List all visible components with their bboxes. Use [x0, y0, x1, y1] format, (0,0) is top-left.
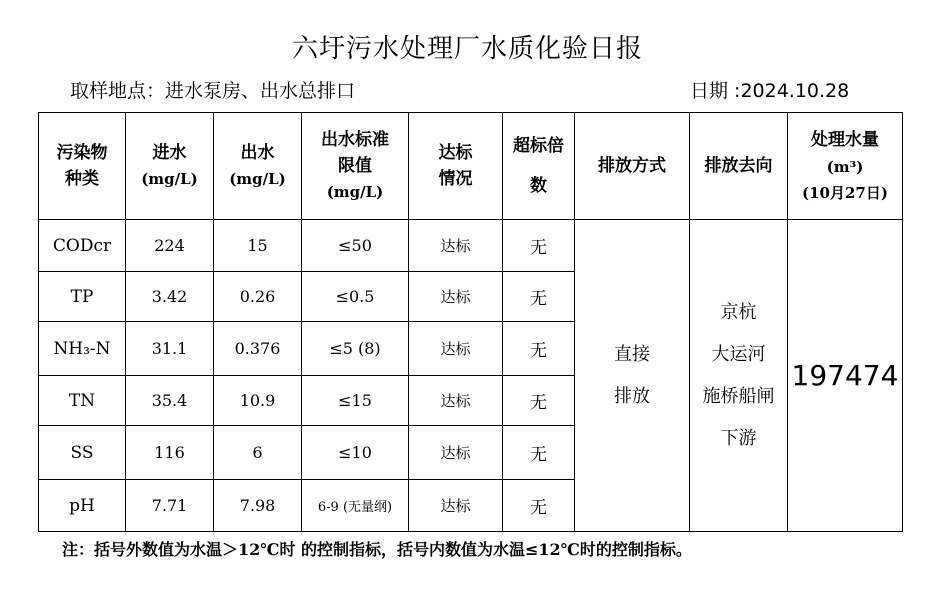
excess-multiple: 无	[503, 220, 575, 272]
compliance-status: 达标	[409, 272, 503, 322]
outflow-value: 0.376	[214, 322, 302, 376]
excess-multiple: 无	[503, 480, 575, 532]
pollutant-name: SS	[39, 426, 126, 480]
outflow-value: 15	[214, 220, 302, 272]
water-quality-table	[38, 112, 903, 532]
report-date: 日期 :2024.10.28	[690, 80, 850, 102]
header-discharge-destination: 排放去向	[690, 113, 788, 220]
outflow-value: 0.26	[214, 272, 302, 322]
compliance-status: 达标	[409, 376, 503, 426]
header-standard-limit: 出水标准 限值 (mg/L)	[302, 113, 409, 220]
header-excess-multiple: 超标倍 数	[503, 113, 575, 220]
inflow-value: 31.1	[126, 322, 214, 376]
inflow-value: 35.4	[126, 376, 214, 426]
standard-limit: 6-9 (无量纲)	[302, 480, 409, 532]
sampling-location: 取样地点：进水泵房、出水总排口	[70, 80, 356, 102]
standard-limit: ≤5 (8)	[302, 322, 409, 376]
standard-limit: ≤0.5	[302, 272, 409, 322]
excess-multiple: 无	[503, 376, 575, 426]
pollutant-name: CODcr	[39, 220, 126, 272]
standard-limit: ≤50	[302, 220, 409, 272]
inflow-value: 3.42	[126, 272, 214, 322]
inflow-value: 116	[126, 426, 214, 480]
discharge-method: 直接 排放	[575, 220, 690, 532]
inflow-value: 7.71	[126, 480, 214, 532]
pollutant-name: TN	[39, 376, 126, 426]
standard-limit: ≤15	[302, 376, 409, 426]
excess-multiple: 无	[503, 426, 575, 480]
pollutant-name: pH	[39, 480, 126, 532]
excess-multiple: 无	[503, 272, 575, 322]
outflow-value: 7.98	[214, 480, 302, 532]
header-inflow: 进水 (mg/L)	[126, 113, 214, 220]
header-discharge-method: 排放方式	[575, 113, 690, 220]
table-row	[39, 220, 903, 272]
footnote: 注：括号外数值为水温＞12℃时 的控制指标，括号内数值为水温≤12℃时的控制指标。	[62, 540, 692, 559]
discharge-destination: 京杭 大运河 施桥船闸 下游	[690, 220, 788, 532]
pollutant-name: TP	[39, 272, 126, 322]
header-treated-volume: 处理水量 (m³) (10月27日)	[788, 113, 903, 220]
treated-volume: 197474	[788, 220, 903, 532]
compliance-status: 达标	[409, 220, 503, 272]
standard-limit: ≤10	[302, 426, 409, 480]
outflow-value: 10.9	[214, 376, 302, 426]
header-outflow: 出水 (mg/L)	[214, 113, 302, 220]
report-title: 六圩污水处理厂水质化验日报	[291, 34, 643, 64]
compliance-status: 达标	[409, 480, 503, 532]
compliance-status: 达标	[409, 322, 503, 376]
outflow-value: 6	[214, 426, 302, 480]
header-pollutant: 污染物 种类	[39, 113, 126, 220]
compliance-status: 达标	[409, 426, 503, 480]
header-compliance: 达标 情况	[409, 113, 503, 220]
inflow-value: 224	[126, 220, 214, 272]
excess-multiple: 无	[503, 322, 575, 376]
pollutant-name: NH₃-N	[39, 322, 126, 376]
header-row	[39, 113, 903, 220]
